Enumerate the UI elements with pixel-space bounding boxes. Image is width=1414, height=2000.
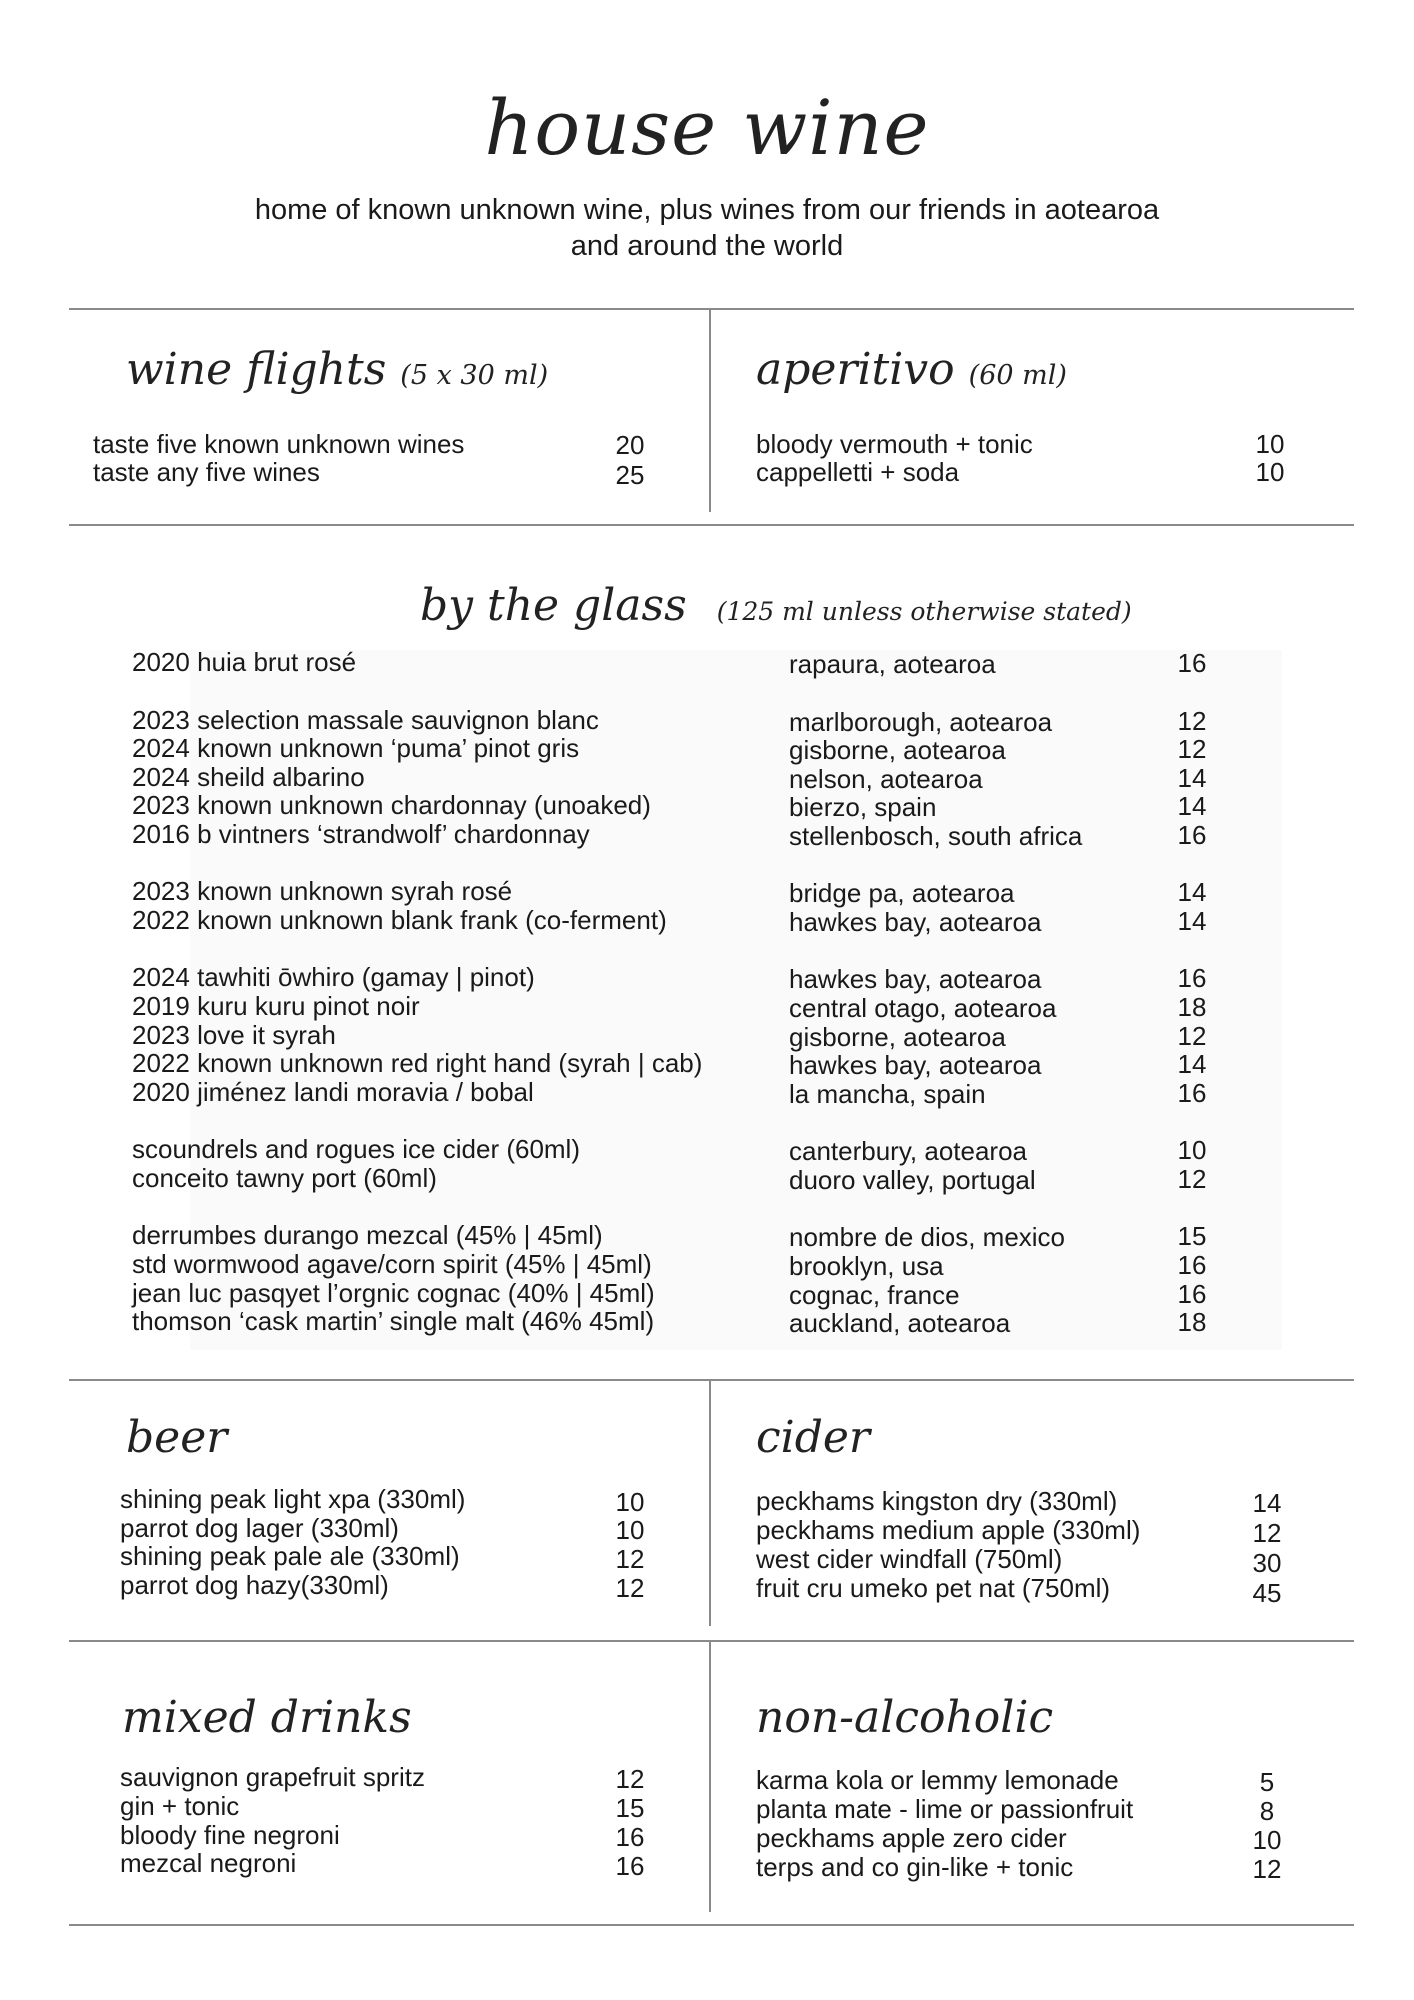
- section-heading-mixed-drinks: [122, 1690, 412, 1746]
- menu-item-price: 10: [1255, 429, 1285, 459]
- wine-region: nombre de dios, mexico: [789, 1222, 1066, 1252]
- section-heading-cider: [756, 1410, 870, 1466]
- divider: [69, 1924, 1354, 1926]
- divider: [69, 308, 1354, 310]
- menu-item: mezcal negroni: [120, 1848, 297, 1878]
- heading-text: aperitivo: [756, 344, 955, 395]
- wine-name: 2024 known unknown ‘puma’ pinot gris: [132, 733, 580, 763]
- menu-item: taste any five wines: [93, 457, 320, 487]
- heading-text: wine flights: [126, 344, 387, 395]
- wine-name: scoundrels and rogues ice cider (60ml): [132, 1134, 580, 1164]
- menu-item-price: 45: [1252, 1578, 1282, 1608]
- menu-item-price: 12: [615, 1573, 645, 1603]
- wine-price: 12: [1177, 1021, 1207, 1051]
- menu-item: peckhams kingston dry (330ml): [756, 1486, 1118, 1516]
- wine-name: jean luc pasqyet l’orgnic cognac (40% | 45ml): [132, 1278, 655, 1308]
- wine-price: 12: [1177, 706, 1207, 736]
- wine-region: stellenbosch, south africa: [789, 821, 1083, 851]
- menu-item-price: 16: [615, 1851, 645, 1881]
- menu-item-price: 10: [1252, 1825, 1282, 1855]
- wine-price: 16: [1177, 963, 1207, 993]
- menu-item-price: 16: [615, 1822, 645, 1852]
- menu-item: planta mate - lime or passionfruit: [756, 1794, 1134, 1824]
- heading-text: non-alcoholic: [756, 1692, 1054, 1743]
- wine-region: hawkes bay, aotearoa: [789, 1050, 1042, 1080]
- wine-price: 18: [1177, 1307, 1207, 1337]
- wine-name: thomson ‘cask martin’ single malt (46% 45ml): [132, 1306, 655, 1336]
- wine-name: 2022 known unknown red right hand (syrah | cab): [132, 1048, 703, 1078]
- menu-item: bloody fine negroni: [120, 1820, 340, 1850]
- section-heading-by-the-glass: [420, 578, 1132, 640]
- section-heading-aperitivo: [756, 342, 1067, 404]
- divider: [709, 1640, 711, 1912]
- menu-item: cappelletti + soda: [756, 457, 960, 487]
- wine-region: auckland, aotearoa: [789, 1308, 1011, 1338]
- menu-item-price: 12: [615, 1764, 645, 1794]
- divider: [69, 1379, 1354, 1381]
- wine-region: gisborne, aotearoa: [789, 735, 1006, 765]
- wine-name: 2016 b vintners ‘strandwolf’ chardonnay: [132, 819, 590, 849]
- menu-item-price: 14: [1252, 1488, 1282, 1518]
- wine-region: bridge pa, aotearoa: [789, 878, 1015, 908]
- wine-name: 2020 huia brut rosé: [132, 647, 357, 677]
- subtitle-line-2: and around the world: [570, 230, 844, 262]
- wine-region: nelson, aotearoa: [789, 764, 983, 794]
- section-heading-non-alcoholic: [756, 1690, 1053, 1746]
- wine-price: 14: [1177, 877, 1207, 907]
- wine-name: 2019 kuru kuru pinot noir: [132, 991, 420, 1021]
- heading-text: beer: [126, 1412, 228, 1463]
- wine-name: 2023 selection massale sauvignon blanc: [132, 705, 599, 735]
- wine-region: canterbury, aotearoa: [789, 1136, 1027, 1166]
- wine-price: 12: [1177, 734, 1207, 764]
- divider: [709, 308, 711, 512]
- wine-price: 12: [1177, 1164, 1207, 1194]
- menu-item: sauvignon grapefruit spritz: [120, 1762, 425, 1792]
- menu-item: parrot dog hazy(330ml): [120, 1570, 389, 1600]
- menu-item: shining peak pale ale (330ml): [120, 1541, 460, 1571]
- menu-item: west cider windfall (750ml): [756, 1544, 1063, 1574]
- section-heading-wine-flights: [126, 342, 548, 404]
- wine-price: 14: [1177, 906, 1207, 936]
- menu-item-price: 10: [615, 1487, 645, 1517]
- menu-item: gin + tonic: [120, 1791, 240, 1821]
- menu-item: karma kola or lemmy lemonade: [756, 1765, 1119, 1795]
- divider: [709, 1379, 711, 1626]
- menu-item: parrot dog lager (330ml): [120, 1513, 399, 1543]
- menu-item-price: 12: [1252, 1854, 1282, 1884]
- wine-name: derrumbes durango mezcal (45% | 45ml): [132, 1220, 603, 1250]
- wine-region: central otago, aotearoa: [789, 993, 1057, 1023]
- wine-price: 16: [1177, 648, 1207, 678]
- divider: [69, 524, 1354, 526]
- wine-region: rapaura, aotearoa: [789, 649, 996, 679]
- wine-region: brooklyn, usa: [789, 1251, 944, 1281]
- wine-name: 2022 known unknown blank frank (co-ferment): [132, 905, 667, 935]
- wine-price: 16: [1177, 820, 1207, 850]
- heading-text: by the glass: [420, 580, 687, 631]
- wine-price: 16: [1177, 1250, 1207, 1280]
- wine-region: duoro valley, portugal: [789, 1165, 1036, 1195]
- heading-note: (60 ml): [968, 360, 1067, 391]
- menu-item-price: 5: [1259, 1767, 1275, 1797]
- menu-item-price: 8: [1259, 1796, 1275, 1826]
- wine-name: 2023 love it syrah: [132, 1020, 336, 1050]
- menu-item-price: 20: [615, 430, 645, 460]
- divider: [69, 1640, 1354, 1642]
- menu-item: shining peak light xpa (330ml): [120, 1484, 466, 1514]
- wine-name: conceito tawny port (60ml): [132, 1163, 437, 1193]
- menu-item-price: 12: [1252, 1518, 1282, 1548]
- wine-region: marlborough, aotearoa: [789, 707, 1053, 737]
- heading-note: (125 ml unless otherwise stated): [716, 597, 1132, 626]
- menu-item-price: 10: [615, 1515, 645, 1545]
- menu-item: taste five known unknown wines: [93, 429, 465, 459]
- wine-price: 14: [1177, 791, 1207, 821]
- wine-region: cognac, france: [789, 1280, 960, 1310]
- menu-item: peckhams apple zero cider: [756, 1823, 1067, 1853]
- menu-item-price: 10: [1255, 457, 1285, 487]
- wine-region: bierzo, spain: [789, 792, 937, 822]
- wine-region: hawkes bay, aotearoa: [789, 964, 1042, 994]
- page-subtitle: [120, 192, 1294, 264]
- wine-price: 14: [1177, 1049, 1207, 1079]
- section-heading-beer: [126, 1410, 227, 1466]
- wine-price: 16: [1177, 1279, 1207, 1309]
- wine-price: 14: [1177, 763, 1207, 793]
- wine-price: 16: [1177, 1078, 1207, 1108]
- menu-item-price: 25: [615, 460, 645, 490]
- menu-item-price: 12: [615, 1544, 645, 1574]
- wine-name: 2024 tawhiti ōwhiro (gamay | pinot): [132, 962, 535, 992]
- wine-name: 2023 known unknown syrah rosé: [132, 876, 513, 906]
- heading-text: mixed drinks: [122, 1692, 412, 1743]
- page-title: house wine: [484, 83, 930, 172]
- wine-price: 18: [1177, 992, 1207, 1022]
- wine-name: std wormwood agave/corn spirit (45% | 45ml): [132, 1249, 652, 1279]
- wine-price: 15: [1177, 1221, 1207, 1251]
- wine-region: gisborne, aotearoa: [789, 1022, 1006, 1052]
- menu-item-price: 30: [1252, 1548, 1282, 1578]
- wine-name: 2023 known unknown chardonnay (unoaked): [132, 790, 651, 820]
- subtitle-line-1: home of known unknown wine, plus wines from our friends in aotearoa: [254, 194, 1160, 226]
- menu-item: bloody vermouth + tonic: [756, 429, 1033, 459]
- menu-item: fruit cru umeko pet nat (750ml): [756, 1573, 1111, 1603]
- menu-item: peckhams medium apple (330ml): [756, 1515, 1141, 1545]
- wine-region: la mancha, spain: [789, 1079, 986, 1109]
- wine-name: 2020 jiménez landi moravia / bobal: [132, 1077, 534, 1107]
- wine-price: 10: [1177, 1135, 1207, 1165]
- heading-text: cider: [756, 1412, 870, 1463]
- heading-note: (5 x 30 ml): [400, 360, 549, 391]
- wine-region: hawkes bay, aotearoa: [789, 907, 1042, 937]
- wine-name: 2024 sheild albarino: [132, 762, 365, 792]
- menu-item: terps and co gin-like + tonic: [756, 1852, 1074, 1882]
- menu-item-price: 15: [615, 1793, 645, 1823]
